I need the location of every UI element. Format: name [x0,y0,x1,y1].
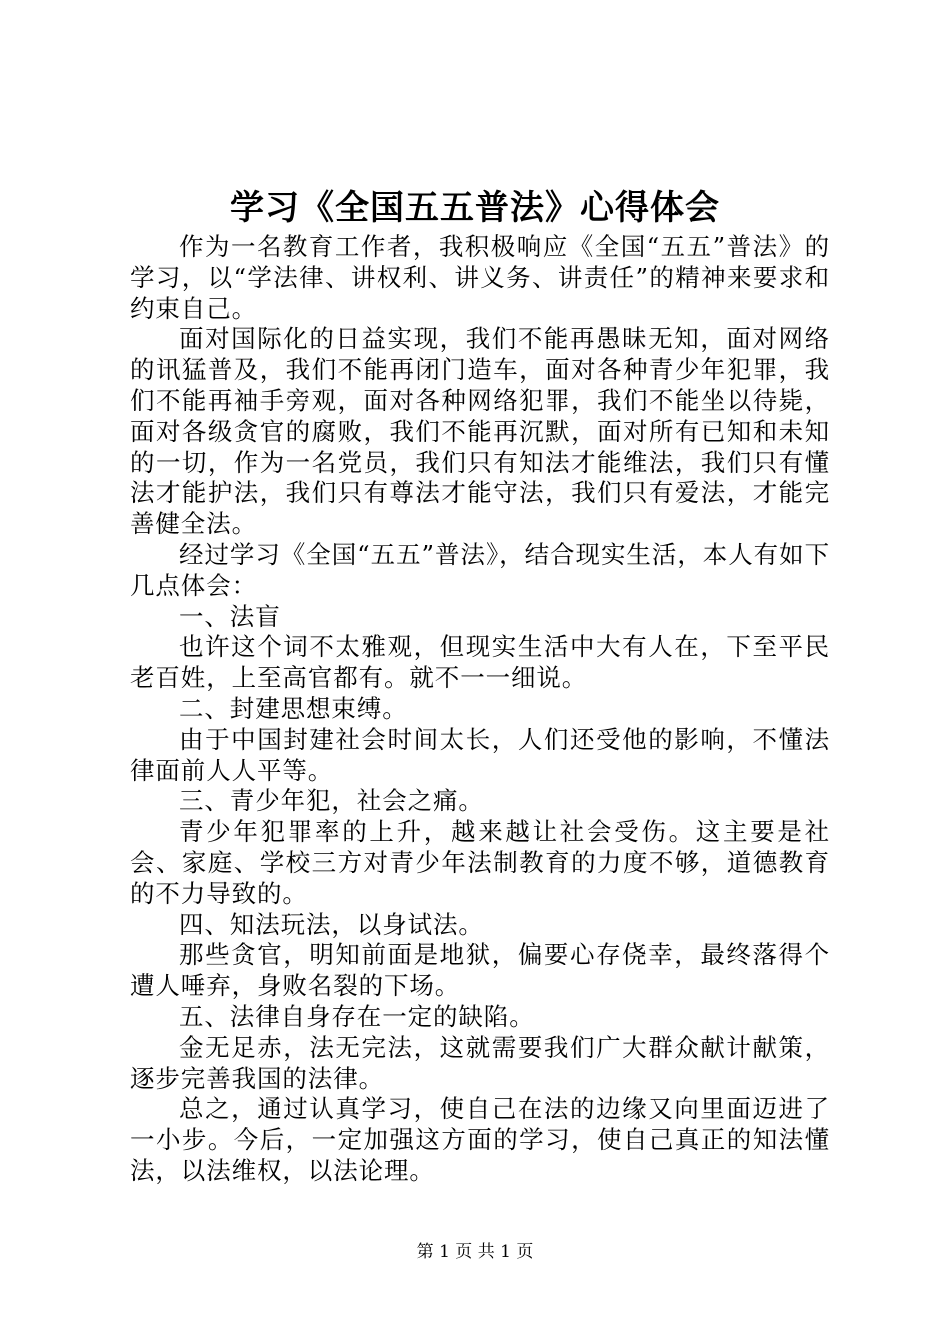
document-title: 学习《全国五五普法》心得体会 [230,188,720,228]
paragraph-intro: 作为一名教育工作者，我积极响应《全国“五五”普法》的学习，以“学法律、讲权利、讲义务、讲责任”的精神来要求和约束自己。 [130,232,830,323]
section-heading-5: 五、法律自身存在一定的缺陷。 [179,1001,535,1031]
section-heading-2: 二、封建思想束缚。 [179,693,408,723]
section-heading-1: 一、法盲 [179,601,281,631]
section-text-3: 青少年犯罪率的上升，越来越让社会受伤。这主要是社会、家庭、学校三方对青少年法制教育的力度不够，道德教育的不力导致的。 [130,817,830,908]
document-body [130,232,830,1187]
section-text-1: 也许这个词不太雅观，但现实生活中大有人在，下至平民老百姓，上至高官都有。就不一一细说。 [130,632,830,693]
section-text-5: 金无足赤，法无完法，这就需要我们广大群众献计献策，逐步完善我国的法律。 [130,1032,830,1093]
paragraph-conclusion: 总之，通过认真学习，使自己在法的边缘又向里面迈进了一小步。今后，一定加强这方面的学习，使自己真正的知法懂法，以法维权，以法论理。 [130,1094,830,1185]
paragraph-facing-challenges: 面对国际化的日益实现，我们不能再愚昧无知，面对网络的讯猛普及，我们不能再闭门造车，面对各种青少年犯罪，我们不能再袖手旁观，面对各种网络犯罪，我们不能坐以待毙，面对各级贪官的腐败，我们不能再沉默，面对所有已知和未知的一切，作为一名党员，我们只有知法才能维法，我们只有懂法才能护法，我们只有尊法才能守法，我们只有爱法，才能完善健全法。 [130,324,830,539]
section-heading-3: 三、青少年犯，社会之痛。 [179,786,484,816]
page-footer: 第 1 页 共 1 页 [416,1242,534,1262]
section-text-4: 那些贪官，明知前面是地狱，偏要心存侥幸，最终落得个遭人唾弃，身败名裂的下场。 [130,940,830,1001]
section-text-2: 由于中国封建社会时间太长，人们还受他的影响，不懂法律面前人人平等。 [130,724,830,785]
section-heading-4: 四、知法玩法，以身试法。 [179,909,484,939]
paragraph-experience-lead: 经过学习《全国“五五”普法》，结合现实生活，本人有如下几点体会： [130,539,830,600]
